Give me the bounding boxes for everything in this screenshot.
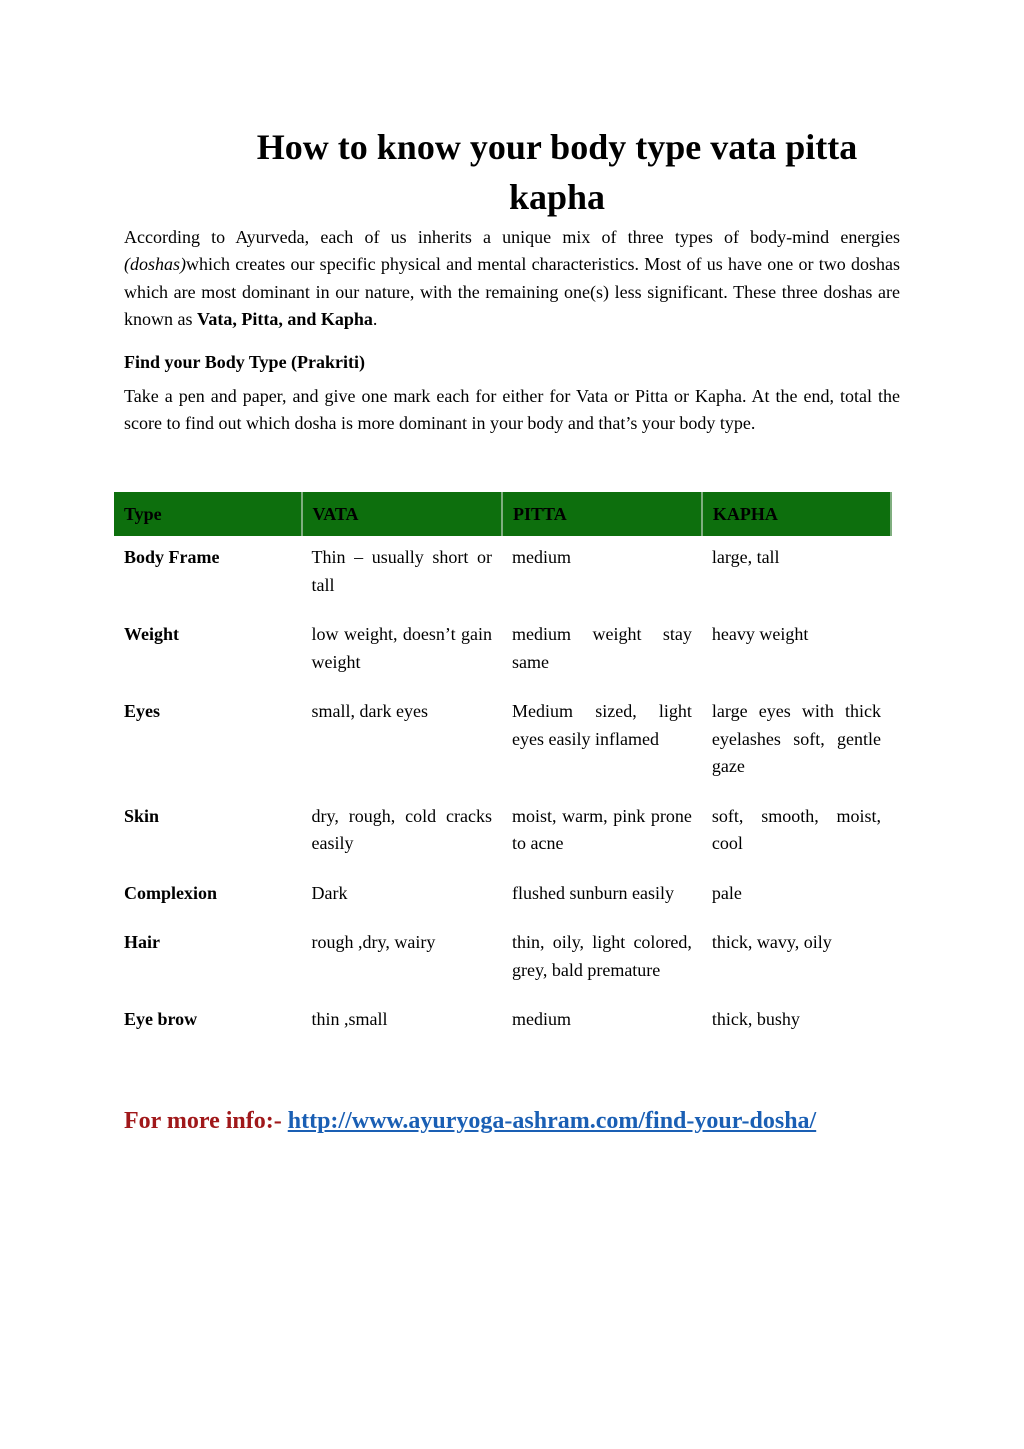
header-kapha: KAPHA <box>702 492 891 536</box>
instructions-paragraph: Take a pen and paper, and give one mark each for either for Vata or Pitta or Kapha. At the end, total the score to find out which dosha is more dominant in your body and that’s your body type. <box>124 386 900 434</box>
kapha-cell: soft, smooth, moist, cool <box>711 805 881 853</box>
kapha-cell: large, tall <box>711 547 780 567</box>
header-vata: VATA <box>302 492 503 536</box>
table-row <box>114 690 891 795</box>
pitta-cell: Medium sized, light eyes easily inflamed <box>512 701 692 749</box>
header-pitta: PITTA <box>502 492 702 536</box>
more-info-line <box>124 1104 816 1138</box>
row-type: Eye brow <box>124 1009 198 1029</box>
intro-text-1: According to Ayurveda, each of us inherits a unique mix of three types of body-mind energies <box>124 227 900 247</box>
section-heading: Find your Body Type (Prakriti) <box>124 352 366 372</box>
pitta-cell: flushed sunburn easily <box>512 882 675 903</box>
table-row <box>114 536 891 613</box>
table-row <box>114 872 891 922</box>
vata-cell: Dark <box>311 882 348 903</box>
kapha-cell: pale <box>711 882 742 903</box>
row-type: Body Frame <box>124 547 220 567</box>
table-row <box>114 795 891 872</box>
dosha-table <box>114 492 892 1048</box>
kapha-cell: thick, wavy, oily <box>711 932 832 952</box>
intro-end: . <box>372 308 378 329</box>
pitta-cell: medium <box>512 1009 572 1029</box>
vata-cell: thin ,small <box>311 1009 388 1029</box>
dosha-names: Vata, Pitta, and Kapha <box>197 308 373 329</box>
table-row <box>114 998 891 1048</box>
row-type: Skin <box>124 805 160 826</box>
intro-text-2: which creates our specific physical and mental characteristics. Most of us have one or two doshas which are most dominant in our nature, with the remaining one(s) less significant. These three doshas are known as <box>124 254 900 329</box>
row-type: Eyes <box>124 701 160 721</box>
row-type: Complexion <box>124 882 218 903</box>
pitta-cell: thin, oily, light colored, grey, bald premature <box>512 932 692 980</box>
dosha-quiz-link[interactable]: http://www.ayuryoga-ashram.com/find-your-dosha/ <box>287 1108 817 1134</box>
header-type: Type <box>114 492 302 536</box>
vata-cell: dry, rough, cold cracks easily <box>311 805 493 853</box>
table-header-row <box>114 492 891 536</box>
kapha-cell: large eyes with thick eyelashes soft, gentle gaze <box>711 701 881 776</box>
row-type: Hair <box>124 932 160 952</box>
kapha-cell: thick, bushy <box>711 1009 800 1029</box>
vata-cell: rough ,dry, wairy <box>311 932 436 952</box>
pitta-cell: medium weight stay same <box>512 624 692 672</box>
pitta-cell: moist, warm, pink prone to acne <box>512 805 692 853</box>
table-row <box>114 613 891 690</box>
kapha-cell: heavy weight <box>711 624 809 644</box>
page-title: How to know your body type vata pitta kapha <box>256 127 858 217</box>
intro-paragraph <box>124 224 900 333</box>
more-info-label: For more info:- <box>124 1108 288 1134</box>
vata-cell: low weight, doesn’t gain weight <box>311 624 493 672</box>
doshas-term: (doshas) <box>124 254 186 275</box>
table-row <box>114 921 891 998</box>
row-type: Weight <box>124 624 180 644</box>
pitta-cell: medium <box>512 547 572 567</box>
vata-cell: small, dark eyes <box>311 701 428 721</box>
vata-cell: Thin – usually short or tall <box>311 547 493 595</box>
